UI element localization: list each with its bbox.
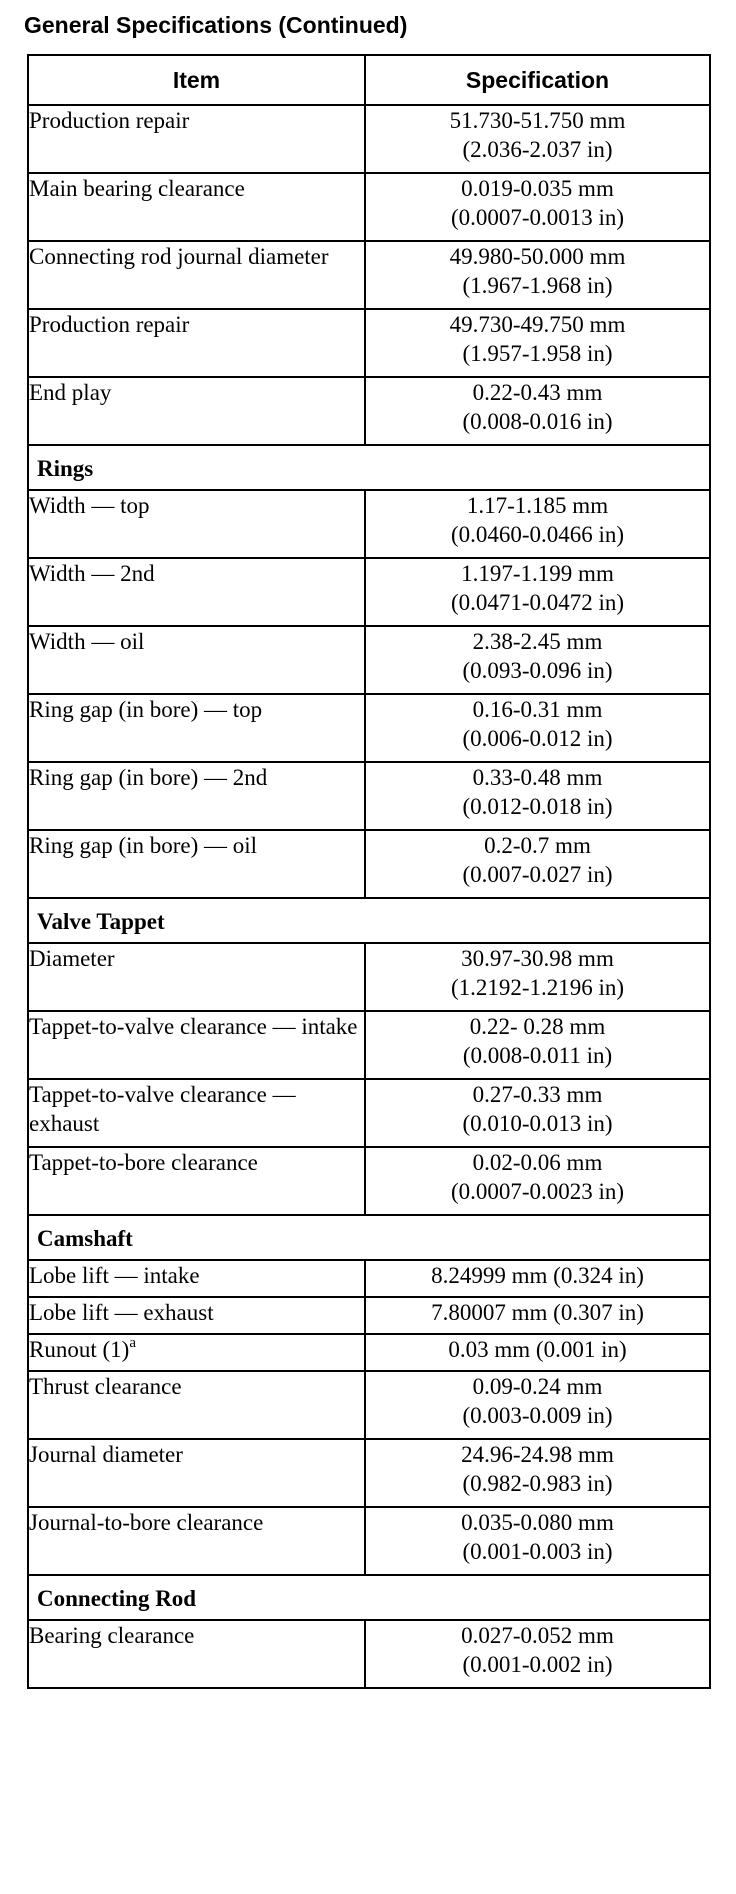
specification-metric: 8.24999 mm (0.324 in) [431, 1263, 644, 1288]
item-label: Journal-to-bore clearance [29, 1510, 264, 1535]
item-cell [28, 1371, 365, 1439]
table-body [28, 105, 710, 1688]
item-cell [28, 173, 365, 241]
item-label: Width — 2nd [29, 561, 155, 586]
item-label: Lobe lift — exhaust [29, 1300, 214, 1325]
specification-cell [365, 309, 710, 377]
table-row [28, 830, 710, 898]
specification-cell [365, 1620, 710, 1688]
item-cell [28, 1620, 365, 1688]
specification-imperial: (1.2192-1.2196 in) [450, 975, 625, 1000]
specification-cell [365, 626, 710, 694]
specification-cell [365, 173, 710, 241]
specification-cell [365, 1297, 710, 1334]
item-label: Journal diameter [29, 1442, 183, 1467]
specification-imperial: (2.036-2.037 in) [462, 137, 613, 162]
specification-metric: 0.22- 0.28 mm [469, 1014, 606, 1039]
specification-metric: 0.33-0.48 mm [472, 765, 603, 790]
table-row [28, 1439, 710, 1507]
item-cell [28, 1011, 365, 1079]
specification-imperial: (0.003-0.009 in) [462, 1403, 613, 1428]
specification-imperial: (1.957-1.958 in) [462, 341, 613, 366]
item-label: Width — top [29, 493, 150, 518]
specification-imperial: (0.093-0.096 in) [462, 658, 613, 683]
specification-cell [365, 1260, 710, 1297]
table-header-row [28, 55, 710, 105]
specification-cell [365, 1011, 710, 1079]
item-cell [28, 377, 365, 445]
specification-metric: 24.96-24.98 mm [461, 1442, 614, 1467]
specification-metric: 0.035-0.080 mm [461, 1510, 614, 1535]
specification-cell [365, 830, 710, 898]
specification-metric: 0.22-0.43 mm [472, 380, 603, 405]
specification-cell [365, 694, 710, 762]
item-cell [28, 1147, 365, 1215]
specifications-table [27, 54, 711, 1689]
specification-imperial: (0.0471-0.0472 in) [450, 590, 625, 615]
specification-imperial: (0.982-0.983 in) [462, 1471, 613, 1496]
item-label: Diameter [29, 946, 115, 971]
specification-imperial: (0.006-0.012 in) [462, 726, 613, 751]
footnote-marker: a [129, 1335, 136, 1351]
table-row [28, 1260, 710, 1297]
specification-imperial: (0.001-0.002 in) [462, 1652, 613, 1677]
item-cell [28, 1260, 365, 1297]
table-row [28, 1620, 710, 1688]
section-heading: Camshaft [28, 1215, 710, 1260]
item-cell [28, 1297, 365, 1334]
section-heading: Rings [28, 445, 710, 490]
specification-cell [365, 1371, 710, 1439]
item-label: Tappet-to-bore clearance [29, 1150, 258, 1175]
item-label: Production repair [29, 108, 190, 133]
specification-cell [365, 1147, 710, 1215]
table-row [28, 1371, 710, 1439]
specification-metric: 2.38-2.45 mm [472, 629, 603, 654]
item-label: Ring gap (in bore) — top [29, 697, 263, 722]
specification-cell [365, 490, 710, 558]
specification-imperial: (0.001-0.003 in) [462, 1539, 613, 1564]
item-cell [28, 241, 365, 309]
item-label: Runout (1) [29, 1337, 130, 1362]
specification-metric: 49.730-49.750 mm [449, 312, 626, 337]
page-title: General Specifications (Continued) [24, 12, 408, 38]
item-label: Tappet-to-valve clearance — intake [29, 1014, 358, 1039]
section-row [28, 1575, 710, 1620]
specification-imperial: (0.0007-0.0023 in) [450, 1179, 625, 1204]
item-label: Ring gap (in bore) — 2nd [29, 765, 268, 790]
specification-cell [365, 943, 710, 1011]
item-cell [28, 1079, 365, 1147]
specification-cell [365, 1334, 710, 1371]
item-cell [28, 1334, 365, 1371]
item-label: Thrust clearance [29, 1374, 182, 1399]
specification-imperial: (0.0460-0.0466 in) [450, 522, 625, 547]
table-row [28, 1507, 710, 1575]
specification-metric: 1.17-1.185 mm [466, 493, 609, 518]
section-heading: Valve Tappet [28, 898, 710, 943]
section-row [28, 445, 710, 490]
section-row [28, 1215, 710, 1260]
item-cell [28, 694, 365, 762]
table-row [28, 309, 710, 377]
specification-metric: 0.09-0.24 mm [472, 1374, 603, 1399]
item-cell [28, 309, 365, 377]
specification-metric: 0.019-0.035 mm [461, 176, 614, 201]
specification-metric: 7.80007 mm (0.307 in) [431, 1300, 644, 1325]
table-row [28, 105, 710, 173]
specification-metric: 0.027-0.052 mm [461, 1623, 614, 1648]
specification-metric: 0.27-0.33 mm [472, 1082, 603, 1107]
specification-imperial: (1.967-1.968 in) [462, 273, 613, 298]
specification-metric: 0.02-0.06 mm [472, 1150, 603, 1175]
table-row [28, 1011, 710, 1079]
table-row [28, 558, 710, 626]
table-row [28, 1147, 710, 1215]
table-row [28, 241, 710, 309]
item-label: End play [29, 380, 112, 405]
item-label: Main bearing clearance [29, 176, 245, 201]
specification-metric: 0.2-0.7 mm [484, 833, 591, 858]
specification-cell [365, 762, 710, 830]
item-cell [28, 943, 365, 1011]
specification-metric: 0.16-0.31 mm [472, 697, 603, 722]
specification-cell [365, 1439, 710, 1507]
specification-imperial: (0.010-0.013 in) [462, 1111, 613, 1136]
item-label: Lobe lift — intake [29, 1263, 200, 1288]
table-row [28, 1079, 710, 1147]
table-row [28, 694, 710, 762]
table-row [28, 1334, 710, 1371]
specification-cell [365, 1079, 710, 1147]
column-header-specification: Specification [365, 55, 710, 105]
item-label: Tappet-to-valve clearance — exhaust [29, 1082, 296, 1136]
item-label: Width — oil [29, 629, 145, 654]
specification-metric: 30.97-30.98 mm [461, 946, 614, 971]
column-header-item: Item [28, 55, 365, 105]
specification-cell [365, 377, 710, 445]
table-row [28, 626, 710, 694]
specification-imperial: (0.008-0.016 in) [462, 409, 613, 434]
specification-metric: 1.197-1.199 mm [461, 561, 614, 586]
specification-metric: 51.730-51.750 mm [449, 108, 626, 133]
table-row [28, 1297, 710, 1334]
item-cell [28, 762, 365, 830]
section-heading: Connecting Rod [28, 1575, 710, 1620]
table-row [28, 762, 710, 830]
item-label: Connecting rod journal diameter [29, 244, 329, 269]
table-row [28, 173, 710, 241]
specification-metric: 49.980-50.000 mm [449, 244, 626, 269]
item-cell [28, 490, 365, 558]
item-cell [28, 1439, 365, 1507]
specification-imperial: (0.008-0.011 in) [462, 1043, 613, 1068]
specification-cell [365, 241, 710, 309]
specification-cell [365, 1507, 710, 1575]
item-label: Ring gap (in bore) — oil [29, 833, 258, 858]
item-cell [28, 830, 365, 898]
specification-imperial: (0.007-0.027 in) [462, 862, 613, 887]
table-row [28, 490, 710, 558]
item-cell [28, 626, 365, 694]
item-label: Production repair [29, 312, 190, 337]
specification-imperial: (0.012-0.018 in) [462, 794, 613, 819]
table-row [28, 943, 710, 1011]
item-label: Bearing clearance [29, 1623, 195, 1648]
specification-metric: 0.03 mm (0.001 in) [448, 1337, 627, 1362]
item-cell [28, 558, 365, 626]
specification-imperial: (0.0007-0.0013 in) [450, 205, 625, 230]
table-row [28, 377, 710, 445]
section-row [28, 898, 710, 943]
specification-cell [365, 558, 710, 626]
item-cell [28, 105, 365, 173]
specification-cell [365, 105, 710, 173]
item-cell [28, 1507, 365, 1575]
